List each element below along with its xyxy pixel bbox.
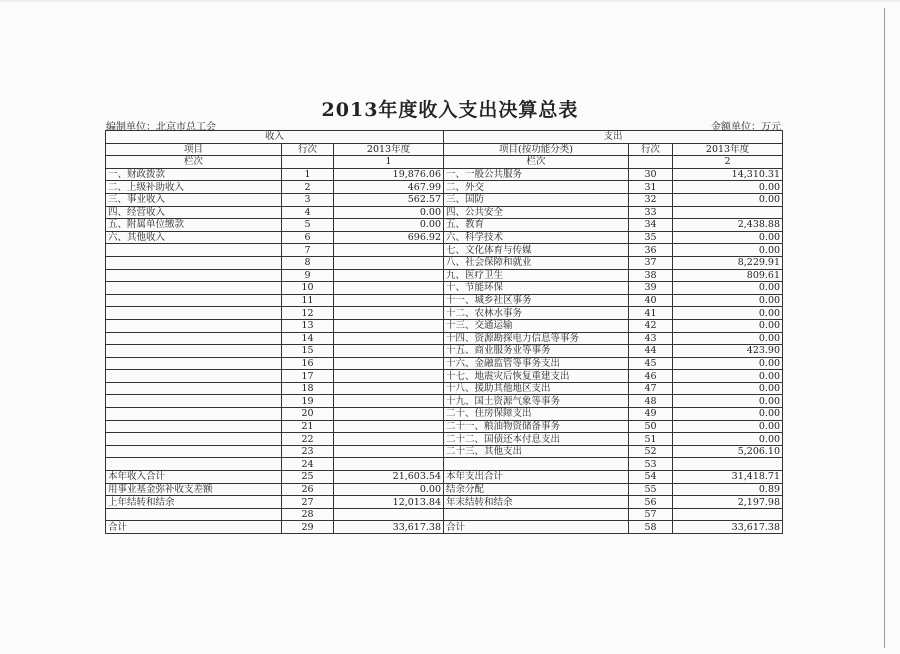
income-rowno-cell: 4	[282, 206, 334, 219]
income-rowno-cell: 25	[282, 471, 334, 484]
expense-amount-cell: 31,418.71	[673, 471, 783, 484]
expense-amount-cell: 0.00	[673, 332, 783, 345]
income-amount-cell	[334, 408, 444, 421]
expense-rowno-header: 行次	[629, 143, 673, 156]
table-row	[106, 458, 783, 471]
page-edge-top	[0, 0, 900, 2]
income-rowno-header: 行次	[282, 143, 334, 156]
expense-amount-cell: 0.00	[673, 244, 783, 257]
expense-rowno-cell: 46	[629, 370, 673, 383]
income-rowno-cell: 23	[282, 445, 334, 458]
expense-rowno-cell: 43	[629, 332, 673, 345]
expense-rowno-cell: 36	[629, 244, 673, 257]
expense-item-cell: 二、外交	[444, 181, 629, 194]
expense-item-cell: 二十、住房保障支出	[444, 408, 629, 421]
document-title: 2013年度收入支出决算总表	[321, 99, 579, 121]
table-row	[106, 445, 783, 458]
income-amount-cell: 12,013.84	[334, 496, 444, 509]
table-row	[106, 168, 783, 181]
expense-rowno-cell: 51	[629, 433, 673, 446]
expense-item-cell: 十七、地震灾后恢复重建支出	[444, 370, 629, 383]
income-amount-cell	[334, 294, 444, 307]
expense-amount-cell: 0.00	[673, 294, 783, 307]
expense-amount-cell: 0.00	[673, 357, 783, 370]
income-item-cell	[106, 395, 282, 408]
expense-rowno-cell: 57	[629, 508, 673, 521]
expense-amount-cell: 14,310.31	[673, 168, 783, 181]
expense-amount-cell: 0.00	[673, 181, 783, 194]
table-row	[106, 219, 783, 232]
expense-item-cell: 五、教育	[444, 219, 629, 232]
expense-rowno-cell: 50	[629, 420, 673, 433]
expense-amount-cell: 0.00	[673, 420, 783, 433]
income-amount-cell	[334, 269, 444, 282]
expense-col-label: 栏次	[444, 156, 629, 169]
expense-rowno-cell: 39	[629, 282, 673, 295]
expense-item-header: 项目(按功能分类)	[444, 143, 629, 156]
income-amount-cell: 33,617.38	[334, 521, 444, 534]
expense-amount-cell: 0.00	[673, 382, 783, 395]
income-amount-cell	[334, 420, 444, 433]
income-item-cell	[106, 256, 282, 269]
income-item-cell	[106, 244, 282, 257]
header-row-sections	[106, 131, 783, 144]
expense-amount-cell: 0.00	[673, 395, 783, 408]
table-row	[106, 193, 783, 206]
income-rowno-cell: 19	[282, 395, 334, 408]
expense-amount-cell	[673, 458, 783, 471]
expense-rowno-cell: 54	[629, 471, 673, 484]
income-rowno-cell: 24	[282, 458, 334, 471]
income-amount-cell	[334, 256, 444, 269]
expense-amount-cell: 0.00	[673, 370, 783, 383]
expense-item-cell: 四、公共安全	[444, 206, 629, 219]
income-item-cell	[106, 420, 282, 433]
income-amount-cell	[334, 382, 444, 395]
income-rowno-cell: 7	[282, 244, 334, 257]
income-rowno-cell: 3	[282, 193, 334, 206]
amount-unit: 金额单位：万元	[711, 122, 781, 133]
table-row	[106, 181, 783, 194]
expense-col-number: 2	[673, 156, 783, 169]
expense-rowno-cell: 47	[629, 382, 673, 395]
table-row	[106, 420, 783, 433]
income-item-cell: 六、其他收入	[106, 231, 282, 244]
compiling-unit: 编制单位：北京市总工会	[106, 122, 216, 133]
expense-rowno-cell: 32	[629, 193, 673, 206]
income-col-label: 栏次	[106, 156, 282, 169]
income-item-cell: 四、经营收入	[106, 206, 282, 219]
income-rowno-cell: 18	[282, 382, 334, 395]
expense-item-cell: 十四、资源勘探电力信息等事务	[444, 332, 629, 345]
expense-amount-cell: 0.00	[673, 231, 783, 244]
expense-item-cell: 十六、金融监管等事务支出	[444, 357, 629, 370]
income-amount-cell: 0.00	[334, 483, 444, 496]
income-amount-cell: 21,603.54	[334, 471, 444, 484]
header-row-colnumbers	[106, 156, 783, 169]
income-item-cell	[106, 332, 282, 345]
income-item-cell	[106, 269, 282, 282]
income-item-cell	[106, 408, 282, 421]
income-amount-cell	[334, 357, 444, 370]
income-item-cell	[106, 319, 282, 332]
expense-amount-cell	[673, 206, 783, 219]
expense-amount-cell: 809.61	[673, 269, 783, 282]
income-item-cell	[106, 433, 282, 446]
expense-item-cell: 二十三、其他支出	[444, 445, 629, 458]
expense-amount-cell: 0.00	[673, 282, 783, 295]
expense-rowno-cell: 58	[629, 521, 673, 534]
table-row	[106, 244, 783, 257]
income-amount-cell	[334, 445, 444, 458]
income-rowno-cell: 10	[282, 282, 334, 295]
expense-col-blank	[629, 156, 673, 169]
income-rowno-cell: 27	[282, 496, 334, 509]
expense-rowno-cell: 35	[629, 231, 673, 244]
income-amount-cell: 0.00	[334, 206, 444, 219]
income-section-header: 收入	[106, 131, 444, 144]
income-rowno-cell: 11	[282, 294, 334, 307]
income-item-cell: 三、事业收入	[106, 193, 282, 206]
income-item-cell	[106, 357, 282, 370]
expense-section-header: 支出	[444, 131, 783, 144]
income-col-blank	[282, 156, 334, 169]
income-item-cell	[106, 370, 282, 383]
income-amount-cell	[334, 319, 444, 332]
income-col-number: 1	[334, 156, 444, 169]
income-rowno-cell: 21	[282, 420, 334, 433]
expense-item-cell: 六、科学技术	[444, 231, 629, 244]
income-amount-cell	[334, 370, 444, 383]
table-row	[106, 508, 783, 521]
income-item-cell	[106, 307, 282, 320]
income-rowno-cell: 14	[282, 332, 334, 345]
income-rowno-cell: 6	[282, 231, 334, 244]
expense-amount-cell: 2,197.98	[673, 496, 783, 509]
table-row	[106, 471, 783, 484]
expense-rowno-cell: 42	[629, 319, 673, 332]
expense-amount-cell: 0.00	[673, 193, 783, 206]
expense-item-cell: 年末结转和结余	[444, 496, 629, 509]
expense-item-cell: 八、社会保障和就业	[444, 256, 629, 269]
expense-rowno-cell: 53	[629, 458, 673, 471]
table-row	[106, 256, 783, 269]
table-row	[106, 269, 783, 282]
expense-item-cell: 十五、商业服务业等事务	[444, 345, 629, 358]
income-item-header: 项目	[106, 143, 282, 156]
income-rowno-cell: 20	[282, 408, 334, 421]
income-rowno-cell: 26	[282, 483, 334, 496]
table-row	[106, 382, 783, 395]
expense-rowno-cell: 56	[629, 496, 673, 509]
table-row	[106, 282, 783, 295]
expense-rowno-cell: 52	[629, 445, 673, 458]
table-row	[106, 496, 783, 509]
expense-amount-cell: 423.90	[673, 345, 783, 358]
income-amount-cell: 467.99	[334, 181, 444, 194]
expense-item-cell: 七、文化体育与传媒	[444, 244, 629, 257]
income-amount-cell: 562.57	[334, 193, 444, 206]
expense-rowno-cell: 31	[629, 181, 673, 194]
income-item-cell	[106, 345, 282, 358]
income-amount-cell	[334, 332, 444, 345]
expense-rowno-cell: 45	[629, 357, 673, 370]
income-item-cell	[106, 508, 282, 521]
expense-item-cell	[444, 458, 629, 471]
table-row	[106, 521, 783, 534]
expense-item-cell: 二十二、国债还本付息支出	[444, 433, 629, 446]
expense-amount-cell	[673, 508, 783, 521]
expense-amount-cell: 0.00	[673, 307, 783, 320]
expense-rowno-cell: 34	[629, 219, 673, 232]
income-item-cell: 本年收入合计	[106, 471, 282, 484]
table-row	[106, 433, 783, 446]
income-amount-cell	[334, 307, 444, 320]
income-item-cell: 二、上级补助收入	[106, 181, 282, 194]
expense-item-cell: 本年支出合计	[444, 471, 629, 484]
expense-amount-cell: 8,229.91	[673, 256, 783, 269]
table-row	[106, 395, 783, 408]
expense-item-cell: 合计	[444, 521, 629, 534]
budget-table	[105, 130, 783, 534]
expense-amount-cell: 5,206.10	[673, 445, 783, 458]
income-amount-cell: 19,876.06	[334, 168, 444, 181]
expense-amount-cell: 33,617.38	[673, 521, 783, 534]
income-year-header: 2013年度	[334, 143, 444, 156]
table-row	[106, 294, 783, 307]
expense-item-cell	[444, 508, 629, 521]
expense-amount-cell: 2,438.88	[673, 219, 783, 232]
income-item-cell	[106, 382, 282, 395]
income-amount-cell	[334, 433, 444, 446]
expense-rowno-cell: 49	[629, 408, 673, 421]
expense-amount-cell: 0.00	[673, 408, 783, 421]
expense-rowno-cell: 48	[629, 395, 673, 408]
income-rowno-cell: 12	[282, 307, 334, 320]
expense-rowno-cell: 44	[629, 345, 673, 358]
expense-amount-cell: 0.00	[673, 433, 783, 446]
table-row	[106, 319, 783, 332]
income-amount-cell: 0.00	[334, 219, 444, 232]
expense-rowno-cell: 55	[629, 483, 673, 496]
income-item-cell: 上年结转和结余	[106, 496, 282, 509]
income-rowno-cell: 16	[282, 357, 334, 370]
income-item-cell: 合计	[106, 521, 282, 534]
expense-item-cell: 十三、交通运输	[444, 319, 629, 332]
income-rowno-cell: 5	[282, 219, 334, 232]
table-row	[106, 370, 783, 383]
income-amount-cell	[334, 282, 444, 295]
table-row	[106, 357, 783, 370]
expense-amount-cell: 0.00	[673, 319, 783, 332]
income-rowno-cell: 28	[282, 508, 334, 521]
table-row	[106, 408, 783, 421]
income-amount-cell: 696.92	[334, 231, 444, 244]
income-rowno-cell: 17	[282, 370, 334, 383]
expense-rowno-cell: 30	[629, 168, 673, 181]
expense-rowno-cell: 40	[629, 294, 673, 307]
expense-item-cell: 十二、农林水事务	[444, 307, 629, 320]
expense-item-cell: 二十一、粮油物资储备事务	[444, 420, 629, 433]
expense-item-cell: 三、国防	[444, 193, 629, 206]
income-amount-cell	[334, 458, 444, 471]
expense-rowno-cell: 41	[629, 307, 673, 320]
income-rowno-cell: 13	[282, 319, 334, 332]
expense-rowno-cell: 38	[629, 269, 673, 282]
expense-item-cell: 九、医疗卫生	[444, 269, 629, 282]
income-amount-cell	[334, 345, 444, 358]
income-item-cell	[106, 282, 282, 295]
expense-rowno-cell: 33	[629, 206, 673, 219]
income-amount-cell	[334, 395, 444, 408]
expense-rowno-cell: 37	[629, 256, 673, 269]
expense-item-cell: 一、一般公共服务	[444, 168, 629, 181]
income-rowno-cell: 9	[282, 269, 334, 282]
expense-item-cell: 十一、城乡社区事务	[444, 294, 629, 307]
income-rowno-cell: 15	[282, 345, 334, 358]
income-item-cell: 用事业基金弥补收支差额	[106, 483, 282, 496]
expense-amount-cell: 0.89	[673, 483, 783, 496]
income-rowno-cell: 29	[282, 521, 334, 534]
income-amount-cell	[334, 508, 444, 521]
table-row	[106, 332, 783, 345]
table-row	[106, 206, 783, 219]
income-item-cell	[106, 294, 282, 307]
expense-year-header: 2013年度	[673, 143, 783, 156]
income-item-cell	[106, 458, 282, 471]
table-row	[106, 231, 783, 244]
income-rowno-cell: 8	[282, 256, 334, 269]
header-row-columns	[106, 143, 783, 156]
table-row	[106, 483, 783, 496]
income-rowno-cell: 1	[282, 168, 334, 181]
table-row	[106, 307, 783, 320]
income-rowno-cell: 2	[282, 181, 334, 194]
income-item-cell: 一、财政拨款	[106, 168, 282, 181]
expense-item-cell: 结余分配	[444, 483, 629, 496]
table-row	[106, 345, 783, 358]
expense-item-cell: 十、节能环保	[444, 282, 629, 295]
income-item-cell	[106, 445, 282, 458]
expense-item-cell: 十八、援助其他地区支出	[444, 382, 629, 395]
income-rowno-cell: 22	[282, 433, 334, 446]
expense-item-cell: 十九、国土资源气象等事务	[444, 395, 629, 408]
income-item-cell: 五、附属单位缴款	[106, 219, 282, 232]
income-amount-cell	[334, 244, 444, 257]
